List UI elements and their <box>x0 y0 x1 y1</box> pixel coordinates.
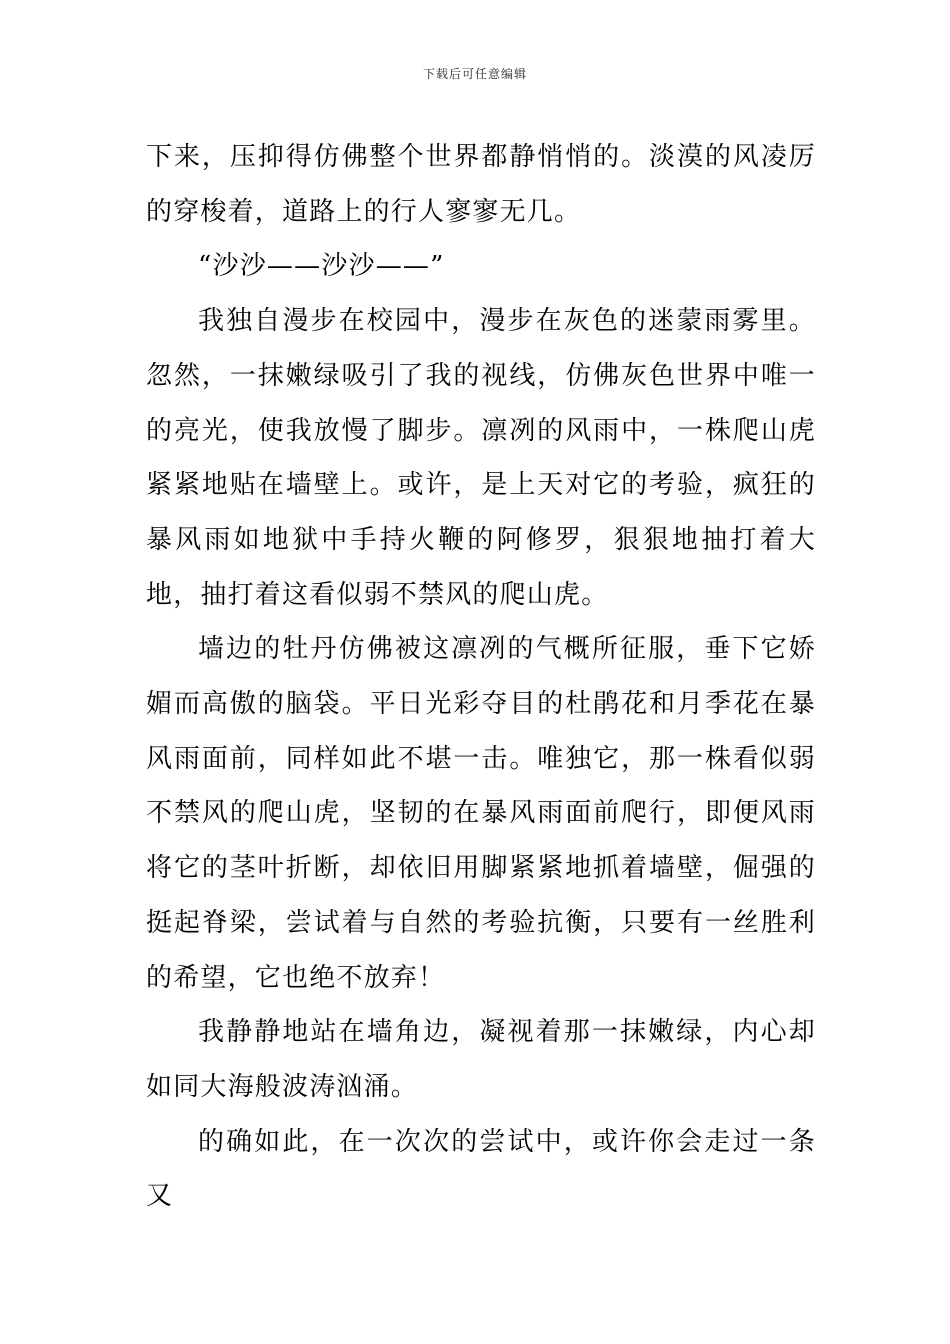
document-body <box>146 130 816 1224</box>
paragraph-walk: 我独自漫步在校园中，漫步在灰色的迷蒙雨雾里。忽然，一抹嫩绿吸引了我的视线，仿佛灰色世界中唯一的亮光，使我放慢了脚步。凛冽的风雨中，一株爬山虎紧紧地贴在墙壁上。或许，是上天对它的考验，疯狂的暴风雨如地狱中手持火鞭的阿修罗，狠狠地抽打着大地，抽打着这看似弱不禁风的爬山虎。 <box>146 306 816 610</box>
page-header: 下载后可任意编辑 <box>422 67 527 81</box>
paragraph-wall: 墙边的牡丹仿佛被这凛冽的气概所征服，垂下它娇媚而高傲的脑袋。平日光彩夺目的杜鹃花和月季花在暴风雨面前，同样如此不堪一击。唯独它，那一株看似弱不禁风的爬山虎，坚韧的在暴风雨面前爬行，即便风雨将它的茎叶折断，却依旧用脚紧紧地抓着墙壁，倔强的挺起脊梁，尝试着与自然的考验抗衡，只要有一丝胜利的希望，它也绝不放弃！ <box>146 634 816 993</box>
paragraph-sound: “沙沙——沙沙——” <box>198 251 445 282</box>
paragraph-continuation: 下来，压抑得仿佛整个世界都静悄悄的。淡漠的风凌厉的穿梭着，道路上的行人寥寥无几。 <box>146 142 816 227</box>
paragraph-trial: 的确如此，在一次次的尝试中，或许你会走过一条又 <box>146 1126 816 1212</box>
paragraph-corner: 我静静地站在墙角边，凝视着那一抹嫩绿，内心却如同大海般波涛汹涌。 <box>146 1017 816 1102</box>
